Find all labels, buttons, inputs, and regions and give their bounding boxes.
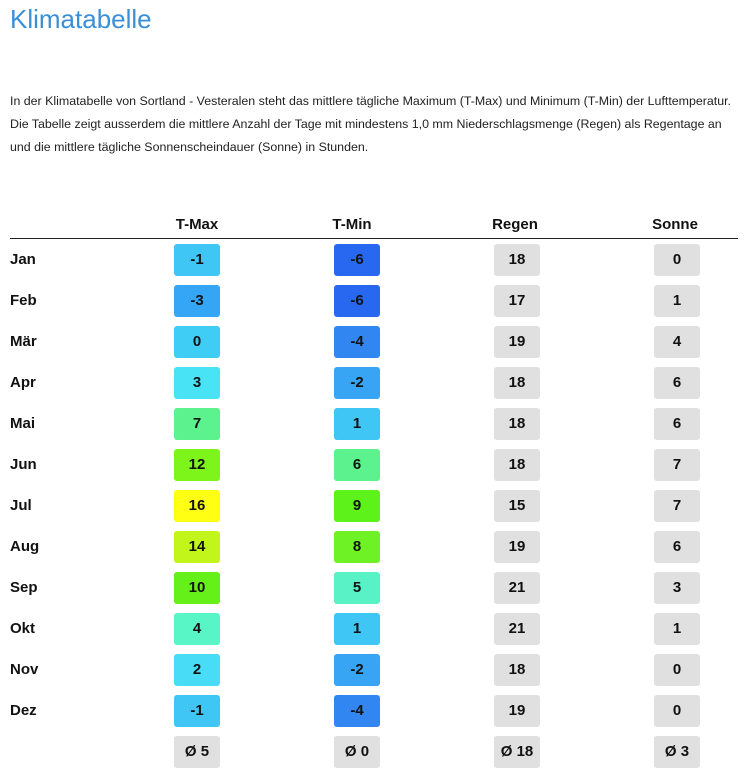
tmax-cell: -3: [174, 285, 220, 317]
table-row: [0, 572, 745, 606]
sonne-cell: 0: [654, 695, 700, 727]
tmax-cell: 7: [174, 408, 220, 440]
regen-cell: 21: [494, 572, 540, 604]
month-label: Mär: [10, 333, 37, 350]
sonne-cell: 4: [654, 326, 700, 358]
table-row: [0, 244, 745, 278]
avg-regen-cell: Ø 18: [494, 736, 540, 768]
regen-cell: 15: [494, 490, 540, 522]
regen-cell: 18: [494, 244, 540, 276]
tmin-cell: -2: [334, 367, 380, 399]
month-label: Apr: [10, 374, 36, 391]
tmax-cell: 16: [174, 490, 220, 522]
regen-cell: 19: [494, 695, 540, 727]
header-tmax: T-Max: [175, 216, 219, 233]
table-row: [0, 326, 745, 360]
page-title: Klimatabelle: [10, 4, 152, 34]
sonne-cell: 7: [654, 449, 700, 481]
tmax-cell: -1: [174, 695, 220, 727]
tmin-cell: -6: [334, 244, 380, 276]
month-label: Feb: [10, 292, 37, 309]
regen-cell: 19: [494, 531, 540, 563]
regen-cell: 19: [494, 326, 540, 358]
table-row: [0, 613, 745, 647]
avg-sonne-cell: Ø 3: [654, 736, 700, 768]
tmin-cell: 6: [334, 449, 380, 481]
sonne-cell: 6: [654, 408, 700, 440]
header-tmin: T-Min: [332, 216, 372, 233]
regen-cell: 18: [494, 449, 540, 481]
table-row: [0, 367, 745, 401]
tmin-cell: 8: [334, 531, 380, 563]
regen-cell: 18: [494, 654, 540, 686]
table-row: [0, 695, 745, 729]
month-label: Mai: [10, 415, 36, 432]
tmin-cell: 5: [334, 572, 380, 604]
table-row: [0, 490, 745, 524]
month-label: Jul: [10, 497, 32, 514]
tmax-cell: 12: [174, 449, 220, 481]
month-label: Okt: [10, 620, 36, 637]
sonne-cell: 6: [654, 367, 700, 399]
header-sonne: Sonne: [652, 216, 698, 233]
tmax-cell: 14: [174, 531, 220, 563]
tmin-cell: 1: [334, 613, 380, 645]
tmin-cell: 1: [334, 408, 380, 440]
header-regen: Regen: [492, 216, 538, 233]
tmax-cell: 2: [174, 654, 220, 686]
average-row: [0, 736, 745, 770]
table-row: [0, 408, 745, 442]
sonne-cell: 1: [654, 285, 700, 317]
regen-cell: 17: [494, 285, 540, 317]
month-label: Jan: [10, 251, 36, 268]
month-label: Dez: [10, 702, 37, 719]
regen-cell: 18: [494, 408, 540, 440]
intro-paragraph-1: In der Klimatabelle von Sortland - Vesteralen steht das mittlere tägliche Maximum (T-Max) und Minimum (T-Min) der Lufttemperatur.: [10, 94, 732, 108]
month-label: Sep: [10, 579, 38, 596]
tmax-cell: -1: [174, 244, 220, 276]
header-divider: [10, 238, 738, 239]
table-row: [0, 654, 745, 688]
avg-tmax-cell: Ø 5: [174, 736, 220, 768]
tmax-cell: 0: [174, 326, 220, 358]
sonne-cell: 6: [654, 531, 700, 563]
tmin-cell: -4: [334, 326, 380, 358]
table-row: [0, 531, 745, 565]
regen-cell: 21: [494, 613, 540, 645]
avg-tmin-cell: Ø 0: [334, 736, 380, 768]
tmin-cell: -6: [334, 285, 380, 317]
tmin-cell: 9: [334, 490, 380, 522]
intro-paragraph-2: Die Tabelle zeigt ausserdem die mittlere Anzahl der Tage mit mindestens 1,0 mm Niederschlagsmenge (Regen) als Regentage an und die mittlere tägliche Sonnenscheindauer (Sonne) in Stunden.: [10, 117, 722, 154]
sonne-cell: 3: [654, 572, 700, 604]
intro-text: [10, 90, 740, 159]
tmin-cell: -2: [334, 654, 380, 686]
sonne-cell: 0: [654, 244, 700, 276]
regen-cell: 18: [494, 367, 540, 399]
month-label: Nov: [10, 661, 39, 678]
tmin-cell: -4: [334, 695, 380, 727]
month-label: Aug: [10, 538, 40, 555]
sonne-cell: 1: [654, 613, 700, 645]
table-row: [0, 285, 745, 319]
month-label: Jun: [10, 456, 37, 473]
sonne-cell: 0: [654, 654, 700, 686]
tmax-cell: 4: [174, 613, 220, 645]
table-row: [0, 449, 745, 483]
tmax-cell: 10: [174, 572, 220, 604]
climate-table-header: [0, 212, 745, 240]
sonne-cell: 7: [654, 490, 700, 522]
tmax-cell: 3: [174, 367, 220, 399]
